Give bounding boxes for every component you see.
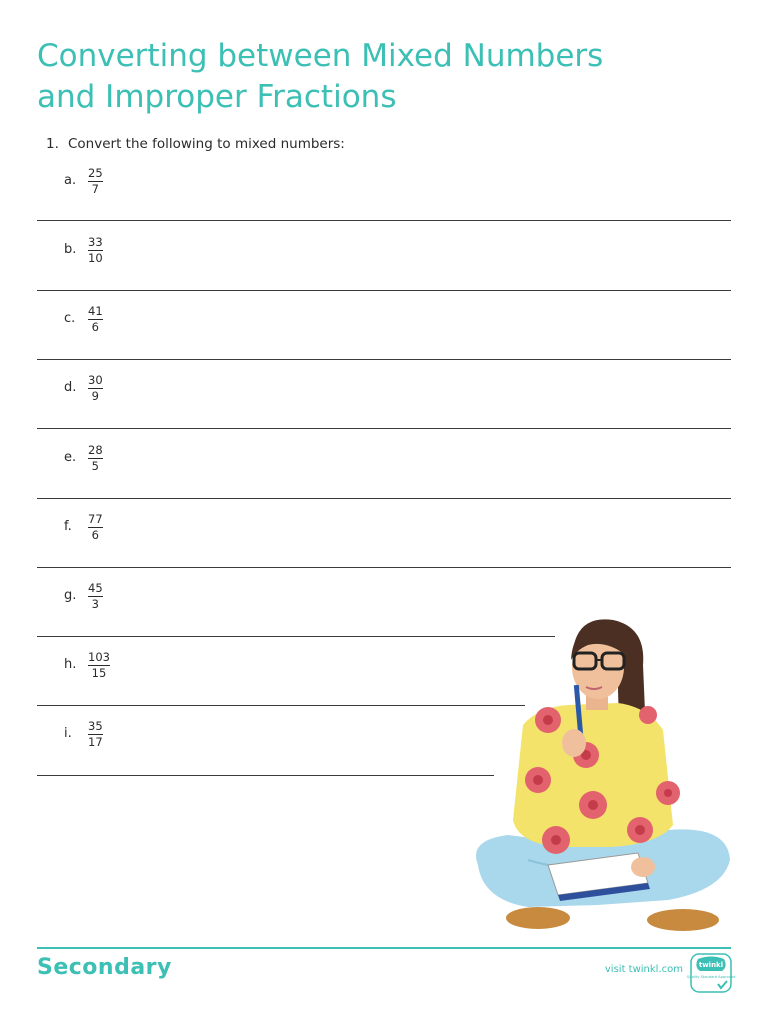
answer-line[interactable] — [37, 498, 731, 499]
item-letter: f. — [64, 519, 72, 534]
student-thinking-illustration — [468, 615, 736, 945]
fraction-denominator: 3 — [91, 597, 99, 611]
fraction-denominator: 10 — [88, 251, 103, 265]
item-letter: g. — [64, 588, 77, 603]
item-letter: c. — [64, 311, 76, 326]
answer-line[interactable] — [37, 428, 731, 429]
item-letter: h. — [64, 657, 77, 672]
fraction-numerator: 35 — [88, 719, 103, 733]
title-line-1: Converting between Mixed Numbers — [37, 38, 604, 74]
fraction-numerator: 33 — [88, 235, 103, 249]
fraction — [88, 374, 103, 403]
fraction — [88, 582, 103, 611]
answer-line[interactable] — [37, 359, 731, 360]
visit-link[interactable]: visit twinkl.com — [604, 964, 683, 975]
brand-secondary: Secondary — [37, 955, 172, 980]
fraction-denominator: 7 — [91, 182, 99, 196]
badge-subtitle: Quality Standard Approved — [686, 975, 736, 979]
item-letter: i. — [64, 726, 72, 741]
answer-line[interactable] — [37, 220, 731, 221]
fraction-numerator: 28 — [88, 443, 103, 457]
fraction-denominator: 5 — [91, 459, 99, 473]
fraction-numerator: 45 — [88, 581, 103, 595]
item-letter: e. — [64, 450, 77, 465]
fraction-numerator: 103 — [88, 650, 110, 664]
fraction — [88, 167, 103, 196]
question-number: 1. — [46, 136, 59, 152]
title-line-2: and Improper Fractions — [37, 79, 397, 115]
fraction — [88, 720, 103, 749]
page-title — [37, 36, 657, 118]
answer-line[interactable] — [37, 567, 731, 568]
fraction-numerator: 25 — [88, 166, 103, 180]
footer-divider — [37, 947, 731, 949]
twinkl-quality-badge — [686, 953, 736, 993]
item-letter: b. — [64, 242, 77, 257]
fraction-denominator: 6 — [91, 320, 99, 334]
question-text: Convert the following to mixed numbers: — [68, 136, 345, 152]
answer-line[interactable] — [37, 290, 731, 291]
fraction-denominator: 9 — [91, 389, 99, 403]
fraction — [88, 513, 103, 542]
question-instruction — [46, 136, 345, 152]
fraction-denominator: 17 — [88, 735, 103, 749]
badge-title: twinkl — [698, 961, 724, 969]
item-letter: a. — [64, 173, 77, 188]
fraction — [88, 651, 110, 680]
item-letter: d. — [64, 380, 77, 395]
answer-line[interactable] — [37, 705, 525, 706]
fraction — [88, 305, 103, 334]
fraction-numerator: 41 — [88, 304, 103, 318]
fraction-numerator: 30 — [88, 373, 103, 387]
fraction — [88, 444, 103, 473]
fraction — [88, 236, 103, 265]
fraction-denominator: 6 — [91, 528, 99, 542]
answer-line[interactable] — [37, 775, 494, 776]
fraction-numerator: 77 — [88, 512, 103, 526]
fraction-denominator: 15 — [91, 666, 107, 680]
